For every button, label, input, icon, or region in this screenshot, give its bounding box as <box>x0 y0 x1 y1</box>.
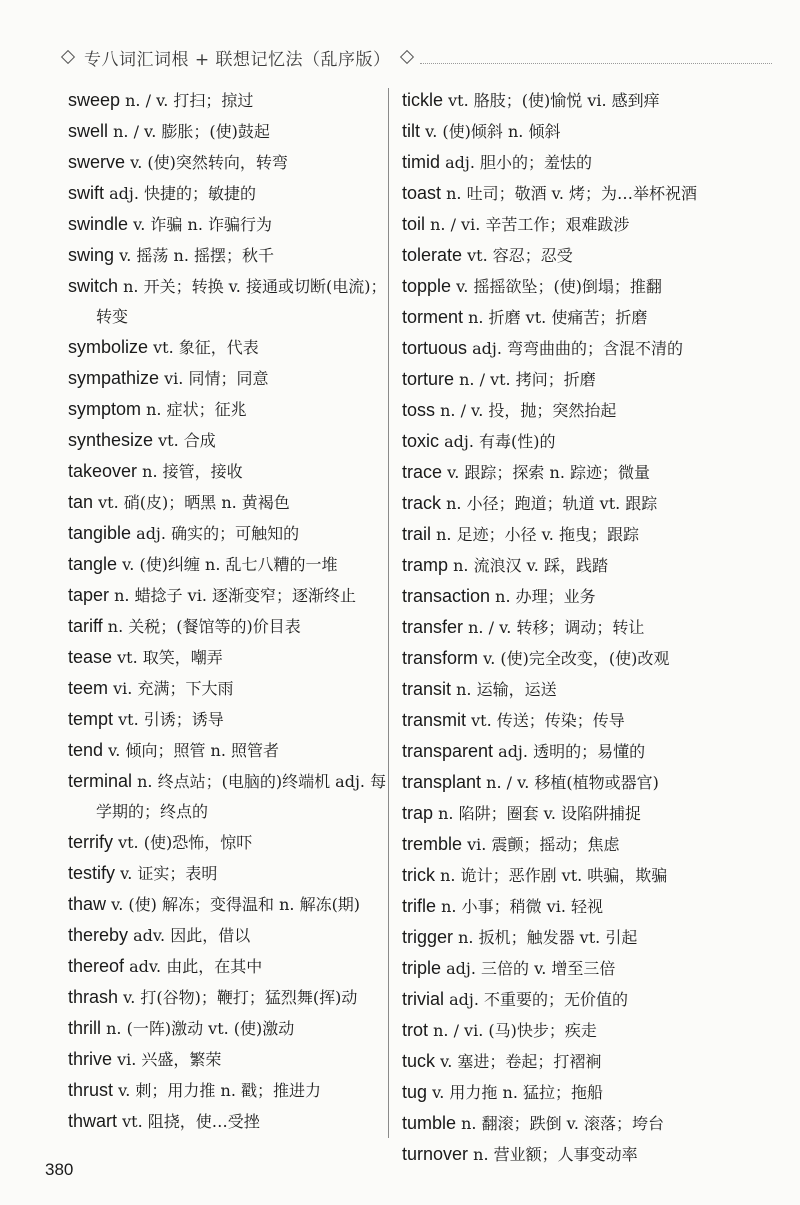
definition: v. 塞进；卷起；打褶裥 <box>435 1052 602 1071</box>
headword: tumble <box>402 1113 457 1133</box>
definition: v. (使) 解冻；变得温和 n. 解冻(期) <box>106 895 361 914</box>
definition: n. 足迹；小径 v. 拖曳；跟踪 <box>431 525 639 544</box>
definition: vt. 取笑，嘲弄 <box>112 648 223 667</box>
headword: takeover <box>68 461 138 481</box>
headword: trail <box>402 524 432 544</box>
headword: tug <box>402 1082 428 1102</box>
headword: trifle <box>402 896 437 916</box>
vocab-entry <box>68 889 388 920</box>
headword: thereby <box>68 925 129 945</box>
headword: sweep <box>68 90 121 110</box>
definition: n. 关税；(餐馆等的)价目表 <box>102 617 301 636</box>
vocab-entry <box>68 1075 388 1106</box>
definition: n. 运输，运送 <box>451 680 557 699</box>
definition: v. (使)完全改变，(使)改观 <box>478 649 670 668</box>
headword: transaction <box>402 586 491 606</box>
definition: n. 小事；稍微 vi. 轻视 <box>436 897 603 916</box>
headword: sympathize <box>68 368 160 388</box>
vocab-entry <box>68 920 388 951</box>
vocab-entry <box>402 953 722 984</box>
vocab-entry <box>402 302 722 333</box>
definition: vt. 传送；传染；传导 <box>466 711 625 730</box>
vocab-entry <box>68 209 388 240</box>
headword: transfer <box>402 617 464 637</box>
headword: trap <box>402 803 434 823</box>
vocab-entry <box>68 271 388 332</box>
vocab-entry <box>402 209 722 240</box>
headword: taper <box>68 585 110 605</box>
vocab-entry <box>68 766 388 827</box>
vocab-entry <box>402 860 722 891</box>
definition: vt. 引诱；诱导 <box>113 710 224 729</box>
headword: thrust <box>68 1080 114 1100</box>
vocab-entry <box>402 457 722 488</box>
definition: n. 接管，接收 <box>137 462 243 481</box>
headword: testify <box>68 863 116 883</box>
vocab-entry <box>402 116 722 147</box>
definition: v. 倾向；照管 n. 照管者 <box>103 741 280 760</box>
definition: v. 证实；表明 <box>115 864 218 883</box>
headword: tangle <box>68 554 118 574</box>
vocab-entry <box>402 519 722 550</box>
definition: adj. 快捷的；敏捷的 <box>104 184 257 203</box>
definition: n. / v. 膨胀；(使)鼓起 <box>108 122 270 141</box>
definition: vt. 合成 <box>153 431 216 450</box>
headword: transmit <box>402 710 467 730</box>
definition: n. 开关；转换 v. 接通或切断(电流)；转变 <box>96 277 387 326</box>
definition: adj. 透明的；易懂的 <box>493 742 646 761</box>
definition: vi. 兴盛，繁荣 <box>112 1050 222 1069</box>
headword: thrill <box>68 1018 102 1038</box>
vocab-entry <box>68 858 388 889</box>
headword: transplant <box>402 772 482 792</box>
definition: v. (使)突然转向，转弯 <box>125 153 288 172</box>
headword: torment <box>402 307 464 327</box>
vocab-entry <box>68 951 388 982</box>
headword: toxic <box>402 431 440 451</box>
vocab-entry <box>68 85 388 116</box>
vocab-entry <box>68 549 388 580</box>
definition: v. 跟踪；探索 n. 踪迹；微量 <box>442 463 650 482</box>
headword: timid <box>402 152 441 172</box>
vocab-entry <box>68 1044 388 1075</box>
definition: adj. 不重要的；无价值的 <box>444 990 629 1009</box>
headword: tariff <box>68 616 103 636</box>
definition: adj. 三倍的 v. 增至三倍 <box>441 959 616 978</box>
headword: swift <box>68 183 104 203</box>
running-header <box>62 40 413 74</box>
definition: adj. 胆小的；羞怯的 <box>440 153 593 172</box>
vocab-entry <box>68 735 388 766</box>
vocab-entry <box>402 829 722 860</box>
vocab-entry <box>68 982 388 1013</box>
headword: tolerate <box>402 245 463 265</box>
headword: tempt <box>68 709 114 729</box>
vocab-entry <box>402 271 722 302</box>
headword: thrash <box>68 987 119 1007</box>
headword: thaw <box>68 894 107 914</box>
vocab-entry <box>68 425 388 456</box>
vocab-entry <box>402 240 722 271</box>
headword: toss <box>402 400 436 420</box>
definition: v. (使)纠缠 n. 乱七八糟的一堆 <box>117 555 338 574</box>
headword: tangible <box>68 523 132 543</box>
definition: n. 吐司；敬酒 v. 烤；为…举杯祝酒 <box>441 184 697 203</box>
definition: v. 打(谷物)；鞭打；猛烈舞(挥)动 <box>118 988 358 1007</box>
headword: torture <box>402 369 455 389</box>
definition: n. 陷阱；圈套 v. 设陷阱捕捉 <box>433 804 641 823</box>
header-title: 专八词汇词根 + 联想记忆法（乱序版） <box>84 49 391 70</box>
definition: n. 营业额；人事变动率 <box>468 1145 638 1164</box>
definition: n. (一阵)激动 vt. (使)激动 <box>101 1019 295 1038</box>
headword: terrify <box>68 832 113 852</box>
definition: v. (使)倾斜 n. 倾斜 <box>420 122 561 141</box>
definition: n. / v. 打扫；掠过 <box>120 91 254 110</box>
vocab-entry <box>402 147 722 178</box>
page-number: 380 <box>45 1160 74 1179</box>
definition: v. 刺；用力推 n. 戳；推进力 <box>113 1081 321 1100</box>
definition: adj. 弯弯曲曲的；含混不清的 <box>467 339 684 358</box>
headword: tend <box>68 740 104 760</box>
definition: vt. (使)恐怖，惊吓 <box>113 833 253 852</box>
definition: n. 折磨 vt. 使痛苦；折磨 <box>463 308 648 327</box>
headword: symbolize <box>68 337 149 357</box>
headword: switch <box>68 276 119 296</box>
definition: n. 小径；跑道；轨道 vt. 跟踪 <box>441 494 658 513</box>
definition: v. 摇荡 n. 摇摆；秋千 <box>114 246 274 265</box>
vocab-entry <box>68 332 388 363</box>
definition: n. / vt. 拷问；折磨 <box>454 370 596 389</box>
headword: swing <box>68 245 115 265</box>
vocab-entry <box>402 1077 722 1108</box>
headword: thrive <box>68 1049 113 1069</box>
diamond-icon <box>401 51 413 63</box>
headword: tramp <box>402 555 449 575</box>
headword: topple <box>402 276 452 296</box>
vocab-entry <box>402 488 722 519</box>
headword: trick <box>402 865 435 885</box>
vocab-entry <box>402 333 722 364</box>
vocab-entry <box>402 550 722 581</box>
vocab-entry <box>402 1046 722 1077</box>
headword: trigger <box>402 927 454 947</box>
vocab-entry <box>402 674 722 705</box>
headword: swindle <box>68 214 129 234</box>
definition: n. 蜡捻子 vi. 逐渐变窄；逐渐终止 <box>109 586 357 605</box>
headword: trivial <box>402 989 445 1009</box>
definition: vi. 充满；下大雨 <box>108 679 234 698</box>
vocab-entry <box>68 147 388 178</box>
headword: thwart <box>68 1111 118 1131</box>
definition: vt. 阻挠，使…受挫 <box>117 1112 260 1131</box>
vocab-entry <box>68 456 388 487</box>
definition: v. 用力拖 n. 猛拉；拖船 <box>427 1083 603 1102</box>
vocab-entry <box>402 1015 722 1046</box>
definition: v. 摇摇欲坠；(使)倒塌；推翻 <box>451 277 662 296</box>
vocab-entry <box>68 116 388 147</box>
headword: tan <box>68 492 94 512</box>
headword: swerve <box>68 152 126 172</box>
vocab-entry <box>68 827 388 858</box>
definition: vt. 硝(皮)；晒黑 n. 黄褐色 <box>93 493 290 512</box>
headword: thereof <box>68 956 125 976</box>
vocab-entry <box>402 364 722 395</box>
vocab-entry <box>68 1013 388 1044</box>
vocab-entry <box>402 767 722 798</box>
headword: tilt <box>402 121 420 141</box>
vocab-entry <box>68 363 388 394</box>
left-column <box>68 85 388 1137</box>
vocab-entry <box>402 612 722 643</box>
definition: n. 诡计；恶作剧 vt. 哄骗，欺骗 <box>435 866 668 885</box>
vocab-entry <box>68 1106 388 1137</box>
vocab-entry <box>68 518 388 549</box>
vocab-entry <box>402 426 722 457</box>
definition: n. / vi. 辛苦工作；艰难跋涉 <box>425 215 630 234</box>
definition: n. / v. 转移；调动；转让 <box>463 618 645 637</box>
headword: tortuous <box>402 338 468 358</box>
vocab-entry <box>68 487 388 518</box>
vocab-entry <box>402 1139 722 1170</box>
headword: tease <box>68 647 113 667</box>
vocab-entry <box>68 642 388 673</box>
headword: transform <box>402 648 479 668</box>
definition: vt. 胳肢；(使)愉悦 vi. 感到痒 <box>443 91 660 110</box>
headword: terminal <box>68 771 133 791</box>
vocab-entry <box>402 798 722 829</box>
vocab-entry <box>402 984 722 1015</box>
headword: trot <box>402 1020 429 1040</box>
vocab-entry <box>402 178 722 209</box>
right-column <box>402 85 722 1170</box>
vocab-entry <box>402 581 722 612</box>
headword: symptom <box>68 399 142 419</box>
headword: trace <box>402 462 443 482</box>
vocab-entry <box>68 580 388 611</box>
definition: n. 翻滚；跌倒 v. 滚落；垮台 <box>456 1114 664 1133</box>
definition: v. 诈骗 n. 诈骗行为 <box>128 215 272 234</box>
definition: adj. 确实的；可触知的 <box>131 524 300 543</box>
definition: n. / v. 移植(植物或器官) <box>481 773 659 792</box>
definition: adj. 有毒(性)的 <box>439 432 556 451</box>
vocab-entry <box>68 611 388 642</box>
definition: vi. 震颤；摇动；焦虑 <box>462 835 620 854</box>
headword: track <box>402 493 442 513</box>
vocab-entry <box>402 922 722 953</box>
headword: swell <box>68 121 109 141</box>
headword: toil <box>402 214 426 234</box>
definition: vt. 容忍；忍受 <box>462 246 573 265</box>
vocab-entry <box>68 673 388 704</box>
diamond-icon <box>62 51 74 63</box>
vocab-entry <box>68 704 388 735</box>
vocab-entry <box>402 643 722 674</box>
header-rule <box>420 63 772 64</box>
headword: synthesize <box>68 430 154 450</box>
vocab-entry <box>68 178 388 209</box>
vocab-entry <box>402 85 722 116</box>
vocab-entry <box>402 1108 722 1139</box>
definition: n. 症状；征兆 <box>141 400 247 419</box>
vocab-entry <box>68 394 388 425</box>
headword: triple <box>402 958 442 978</box>
definition: n. 流浪汉 v. 踩，践踏 <box>448 556 608 575</box>
definition: adv. 因此，借以 <box>128 926 251 945</box>
vocab-entry <box>402 736 722 767</box>
vocab-entry <box>402 395 722 426</box>
definition: n. / v. 投，抛；突然抬起 <box>435 401 617 420</box>
headword: turnover <box>402 1144 469 1164</box>
headword: transparent <box>402 741 494 761</box>
vocab-entry <box>402 705 722 736</box>
headword: teem <box>68 678 109 698</box>
vocab-entry <box>68 240 388 271</box>
definition: vi. 同情；同意 <box>159 369 269 388</box>
definition: n. 终点站；(电脑的)终端机 adj. 每学期的；终点的 <box>96 772 387 821</box>
headword: transit <box>402 679 452 699</box>
column-divider <box>388 88 389 1138</box>
headword: tickle <box>402 90 444 110</box>
headword: tremble <box>402 834 463 854</box>
definition: n. / vi. (马)快步；疾走 <box>428 1021 597 1040</box>
definition: n. 扳机；触发器 vt. 引起 <box>453 928 638 947</box>
headword: toast <box>402 183 442 203</box>
definition: vt. 象征，代表 <box>148 338 259 357</box>
definition: n. 办理；业务 <box>490 587 596 606</box>
definition: adv. 由此，在其中 <box>124 957 263 976</box>
vocab-entry <box>402 891 722 922</box>
headword: tuck <box>402 1051 436 1071</box>
